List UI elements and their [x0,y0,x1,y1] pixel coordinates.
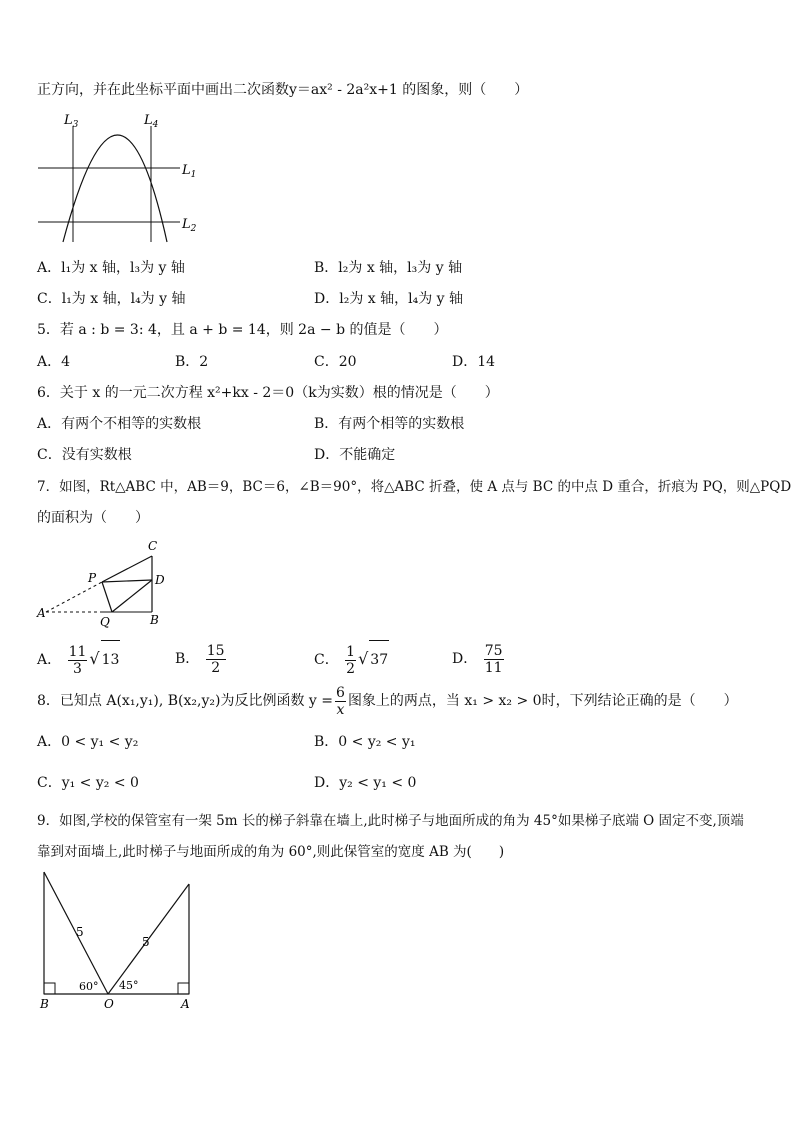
q4-option-b: B．l₂为 x 轴，l₃为 y 轴 [314,260,463,276]
label-q: Q [100,615,110,628]
q5-stem: 5．若 a : b = 3: 4，且 a + b = 14，则 2a − b 的值是（ ） [37,322,448,338]
q6-option-c: C．没有实数根 [37,447,132,463]
q6-option-b: B．有两个相等的实数根 [314,416,465,432]
label-five-left: 5 [76,925,84,939]
label-a: A [181,997,190,1010]
q7-stem-line1: 7．如图，Rt△ABC 中，AB＝9，BC＝6，∠B＝90°，将△ABC 折叠，使 A 点与 BC 的中点 D 重合，折痕为 PQ，则△PQD [37,479,792,495]
q7-stem-line2: 的面积为（ ） [37,510,149,526]
q7-option-c: C． $\frac{1}{2}$ √ 37 [314,640,389,679]
q8-option-b: B．0 < y₂ < y₁ [314,734,416,750]
svg-text:L2: $L_2$ [182,217,197,234]
svg-text:L1: $L_1$ [182,163,197,180]
q8-stem: 8．已知点 A(x₁,y₁), B(x₂,y₂)为反比例函数 y = $\frac{6}{x}$ 图象上的两点，当 x₁ > x₂ > 0时，下列结论正确的是（ ） [37,684,738,718]
label-five-right: 5 [142,935,150,949]
label-o: O [104,997,114,1010]
q4-option-d: D．l₂为 x 轴，l₄为 y 轴 [314,291,464,307]
svg-text:L3: $L_3$ [64,113,79,130]
right-angle-a [178,983,189,994]
label-c: C [148,539,158,553]
q5-option-b: B．2 [175,354,209,370]
q7-option-b: B． $\frac{15}{2}$ [175,642,225,676]
q9-figure [34,870,204,1010]
q7-option-d: D． $\frac{75}{11}$ [452,642,503,676]
label-d: D [155,573,165,587]
svg-text:L4: $L_4$ [144,113,159,130]
q6-option-d: D．不能确定 [314,447,396,463]
q4-option-a: A．l₁为 x 轴，l₃为 y 轴 [37,260,185,276]
label-p: P [88,571,97,585]
q4-figure [30,108,210,248]
q5-option-a: A．4 [37,354,71,370]
label-a: A [37,606,46,620]
q4-stem: 正方向，并在此坐标平面中画出二次函数y＝ax² - 2a²x+1 的图象，则（ ） [37,82,529,98]
label-b: B [150,613,159,627]
label-angle-45: 45° [119,979,139,992]
q6-option-a: A．有两个不相等的实数根 [37,416,202,432]
q6-stem: 6．关于 x 的一元二次方程 x²+kx - 2＝0（k为实数）根的情况是（ ） [37,385,499,401]
q5-option-c: C．20 [314,354,357,370]
label-angle-60: 60° [79,980,99,993]
q8-option-c: C．y₁ < y₂ < 0 [37,775,139,791]
q5-option-d: D．14 [452,354,496,370]
q9-stem-line1: 9．如图,学校的保管室有一架 5m 长的梯子斜靠在墙上,此时梯子与地面所成的角为 45°如果梯子底端 O 固定不变,顶端 [37,813,744,829]
q4-option-c: C．l₁为 x 轴，l₄为 y 轴 [37,291,186,307]
q8-option-d: D．y₂ < y₁ < 0 [314,775,417,791]
label-b: B [40,997,49,1010]
q8-option-a: A．0 < y₁ < y₂ [37,734,139,750]
q9-stem-line2: 靠到对面墙上,此时梯子与地面所成的角为 60°,则此保管室的宽度 AB 为( ) [37,844,505,860]
q7-option-a: A． $\frac{11}{3}$ √ 13 [37,640,120,679]
q7-figure [32,536,182,628]
right-angle-b [44,983,55,994]
